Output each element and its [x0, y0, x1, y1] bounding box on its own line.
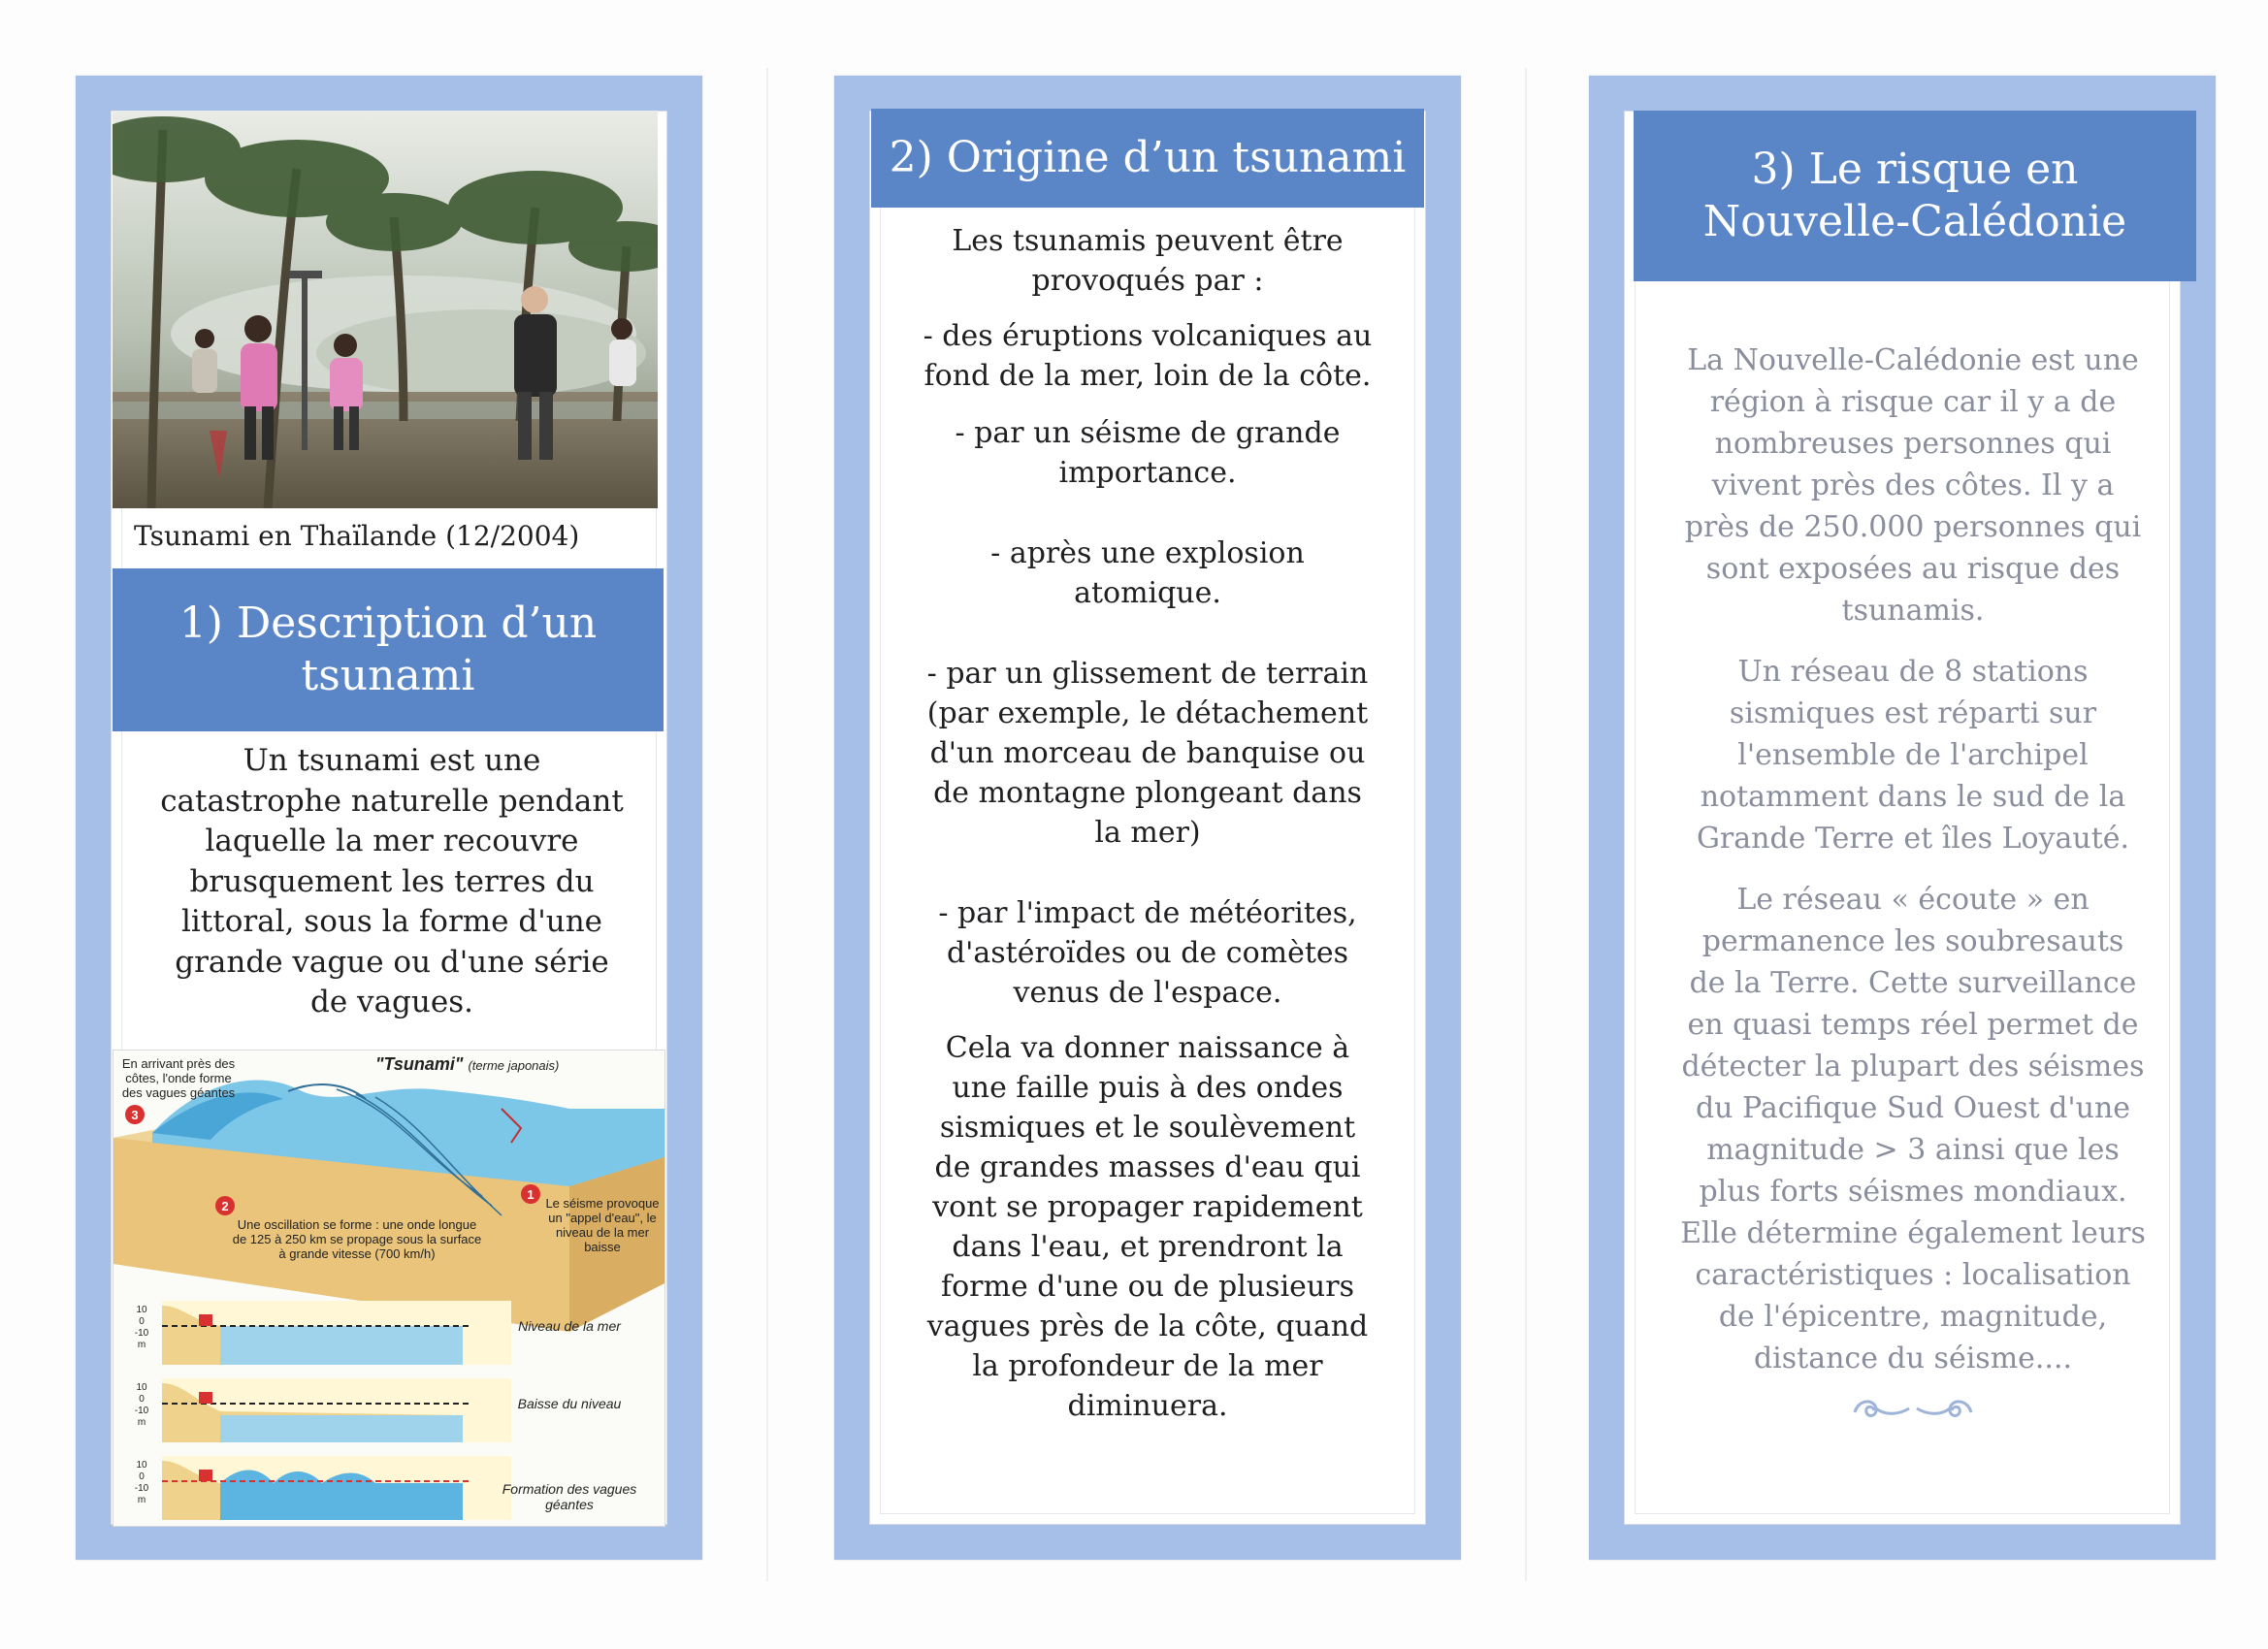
axis-tick: 0 [139, 1394, 145, 1405]
origine-cause-seisme: - par un séisme de grande importance. [955, 416, 1341, 490]
profile-label-2: Baisse du niveau [517, 1396, 622, 1411]
axis-tick: m [137, 1495, 146, 1505]
description-text: Un tsunami est une catastrophe naturelle pendant laquelle la mer recouvre brusquement les terres du littoral, sous la forme d'une grande vague ou d'une série de vagues. [160, 743, 624, 1019]
axis-tick: m [137, 1417, 146, 1428]
origine-cause-volcans: - des éruptions volcaniques au fond de la mer, loin de la côte. [923, 319, 1373, 393]
step2-label: Une oscillation se forme : une onde longue de 125 à 250 km se propage sous la surface à grande vitesse (700 km/h) [232, 1217, 482, 1261]
panel3-title-text: 3) Le risque en Nouvelle-Calédonie [1702, 145, 2127, 246]
step3-number: 3 [131, 1108, 139, 1122]
step2-number: 2 [221, 1199, 229, 1213]
axis-tick: 10 [136, 1460, 147, 1471]
panel2-body [922, 221, 1374, 1439]
axis-tick: -10 [134, 1483, 149, 1494]
origine-consequence: Cela va donner naissance à une faille puis à des ondes sismiques et le soulèvement de grandes masses d'eau qui vont se propager rapidement dans l'eau, et prendront la forme d'une ou de plusieurs vagues près de la côte, quand la profondeur de la mer diminuera. [926, 1031, 1369, 1423]
fold-line-left [766, 68, 768, 1581]
origine-cause-explosion: - après une explosion atomique. [990, 536, 1305, 610]
profile-label-3: Formation des vagues géantes [502, 1481, 637, 1512]
photo-caption: Tsunami en Thaïlande (12/2004) [134, 520, 580, 552]
axis-tick: -10 [134, 1328, 149, 1339]
step1-number: 1 [527, 1187, 535, 1202]
panel3-body [1680, 340, 2146, 1393]
panel3-title [1634, 111, 2196, 281]
panel2-title-text: 2) Origine d’un tsunami [889, 133, 1407, 183]
axis-ticks-1 [127, 1305, 156, 1351]
origine-intro: Les tsunamis peuvent être provoqués par : [952, 224, 1344, 298]
panel2-title [871, 109, 1424, 208]
panel1-title [113, 568, 664, 731]
origine-cause-glissement: - par un glissement de terrain (par exemple, le détachement d'un morceau de banquise ou de montagne plongeant dans la mer) [926, 657, 1369, 850]
diagram-header-text: "Tsunami" [375, 1054, 464, 1074]
axis-ticks-2 [127, 1382, 156, 1429]
step3-label: En arrivant près des côtes, l'onde forme des vagues géantes [121, 1056, 236, 1100]
axis-tick: 0 [139, 1471, 145, 1482]
axis-tick: 0 [139, 1316, 145, 1327]
risque-reseau-stations: Un réseau de 8 stations sismiques est réparti sur l'ensemble de l'archipel notamment dans le sud de la Grande Terre et îles Loyauté. [1696, 655, 2130, 856]
panel1-title-text: 1) Description d’un tsunami [178, 598, 598, 700]
step1-label: Le séisme provoque un "appel d'eau", le niveau de la mer baisse [545, 1196, 660, 1254]
tsunami-photo [113, 111, 658, 508]
axis-ticks-3 [127, 1460, 156, 1506]
tsunami-diagram [113, 1050, 665, 1527]
axis-tick: 10 [136, 1382, 147, 1393]
risque-population: La Nouvelle-Calédonie est une région à risque car il y a de nombreuses personnes qui vivent près des côtes. Il y a près de 250.000 personnes qui sont exposées au risque des tsunamis. [1684, 343, 2142, 628]
ornament-flourish-icon [1845, 1391, 1981, 1426]
risque-surveillance: Le réseau « écoute » en permanence les soubresauts de la Terre. Cette surveillance en quasi temps réel permet de détecter la plupart des séismes du Pacifique Sud Ouest d'une magnitude > 3 ainsi que les plus forts séismes mondiaux. Elle détermine également leurs caractéristiques : localisation de l'épicentre, magnitude, distance du séisme.... [1680, 883, 2146, 1375]
fold-line-right [1525, 68, 1527, 1581]
diagram-header-note: (terme japonais) [468, 1058, 560, 1073]
diagram-header [375, 1056, 559, 1074]
axis-tick: -10 [134, 1406, 149, 1416]
origine-cause-meteorites: - par l'impact de météorites, d'astéroïdes ou de comètes venus de l'espace. [938, 896, 1357, 1010]
panel1-paragraph [155, 741, 629, 1037]
axis-tick: 10 [136, 1305, 147, 1315]
axis-tick: m [137, 1340, 146, 1350]
profile-label-1: Niveau de la mer [518, 1318, 621, 1334]
